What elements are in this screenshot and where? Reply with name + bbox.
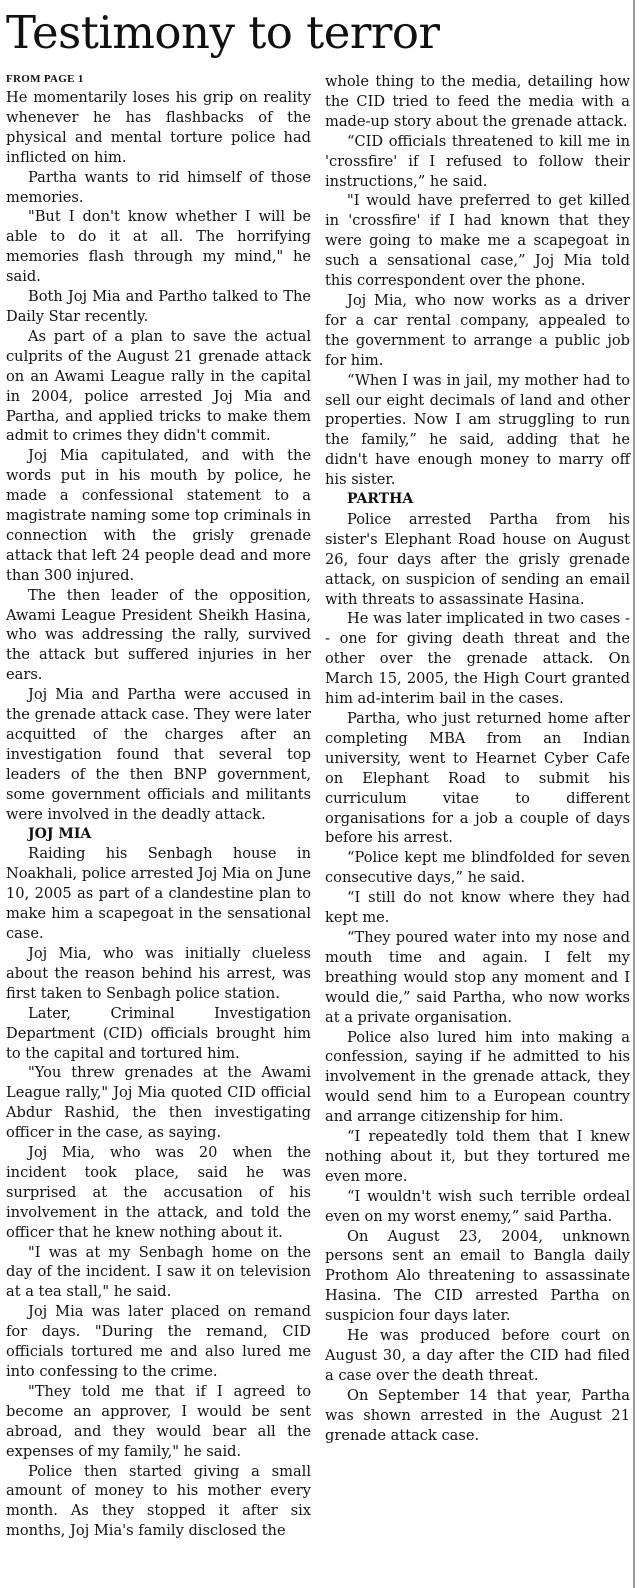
paragraph: whole thing to the media, detailing how the CID tried to feed the media with a made-up story about the grenade attack. [325,73,630,130]
paragraph: He was later implicated in two cases -- one for giving death threat and the other over the grenade attack. On March 15, 2005, the High Court granted him ad-interim bail in the cases. [325,610,630,708]
paragraph: Partha wants to rid himself of those memories. [6,168,311,206]
paragraph: "I would have preferred to get killed in 'crossfire' if I had known that they were going to make me a scapegoat in such a sensational case,” Joj Mia told this correspondent over the phone. [325,192,630,290]
paragraph: “I repeatedly told them that I knew nothing about it, but they tortured me even more. [325,1128,630,1185]
paragraph: "They told me that if I agreed to become an approver, I would be sent abroad, and they would bear all the expenses of my family," he said. [6,1382,311,1460]
paragraph: Joj Mia and Partha were accused in the grenade attack case. They were later acquitted of the charges after an investigation found that several top leaders of the then BNP government, some government officials and militants were involved in the deadly attack. [6,686,311,823]
paragraph: He momentarily loses his grip on reality whenever he has flashbacks of the physical and mental torture police had inflicted on him. [6,89,311,166]
paragraph: "But I don't know whether I will be able to do it at all. The horrifying memories flash through my mind," he said. [6,208,311,286]
paragraph: Both Joj Mia and Partho talked to The Daily Star recently. [6,288,311,325]
paragraph: “Police kept me blindfolded for seven consecutive days,” he said. [325,849,630,887]
article-body [6,72,631,1541]
paragraph: Joj Mia, who was initially clueless about the reason behind his arrest, was first taken to Senbagh police station. [6,944,311,1002]
left-column [6,72,311,1541]
paragraph: Joj Mia capitulated, and with the words put in his mouth by police, he made a confessional statement to a magistrate naming some top criminals in connection with the grisly grenade attack that left 24 people dead and more than 300 injured. [6,447,311,584]
paragraph: Raiding his Senbagh house in Noakhali, police arrested Joj Mia on June 10, 2005 as part of a clandestine plan to make him a scapegoat in the sensational case. [6,845,311,943]
paragraph: Police arrested Partha from his sister's Elephant Road house on August 26, four days after the grisly grenade attack, on suspicion of sending an email with threats to assassinate Hasina. [325,510,630,608]
paragraph: Later, Criminal Investigation Department (CID) officials brought him to the capital and tortured him. [6,1004,311,1062]
paragraph: On August 23, 2004, unknown persons sent an email to Bangla daily Prothom Alo threatening to assassinate Hasina. The CID arrested Partha on suspicion four days later. [325,1227,630,1325]
paragraph: The then leader of the opposition, Awami League President Sheikh Hasina, who was addressing the rally, survived the attack but suffered injuries in her ears. [6,586,311,684]
paragraph: "I was at my Senbagh home on the day of the incident. I saw it on television at a tea stall," he said. [6,1243,311,1301]
paragraph: Joj Mia, who was 20 when the incident took place, said he was surprised at the accusation of his involvement in the attack, and told the officer that he knew nothing about it. [6,1144,311,1241]
paragraph: Joj Mia, who now works as a driver for a car rental company, appealed to the government to arrange a public job for him. [325,291,630,369]
paragraph: He was produced before court on August 30, a day after the CID had filed a case over the death threat. [325,1327,630,1384]
paragraph: “They poured water into my nose and mouth time and again. I felt my breathing would stop any moment and I would die,” said Partha, who now works at a private organisation. [325,928,630,1026]
paragraph: “CID officials threatened to kill me in 'crossfire' if I refused to follow their instructions,” he said. [325,132,630,190]
headline: Testimony to terror [6,6,440,59]
continued-from-label: FROM PAGE 1 [6,73,84,85]
paragraph: As part of a plan to save the actual culprits of the August 21 grenade attack on an Awami League rally in the capital in 2004, police arrested Joj Mia and Partha, and applied tricks to make them admit to crimes they didn't commit. [6,327,311,445]
paragraph: On September 14 that year, Partha was shown arrested in the August 21 grenade attack case. [325,1386,630,1444]
paragraph: Joj Mia was later placed on remand for days. "During the remand, CID officials tortured me and also lured me into confessing to the crime. [6,1303,311,1380]
paragraph: Police then started giving a small amount of money to his mother every month. As they stopped it after six months, Joj Mia's family disclosed the [6,1462,311,1540]
paragraph: “I still do not know where they had kept me. [325,889,630,927]
right-column [325,72,630,1541]
paragraph: “When I was in jail, my mother had to sell our eight decimals of land and other properties. Now I am struggling to run the family,” he said, adding that he didn't have enough money to marry off his sister. [325,371,630,489]
section-subhead: JOJ MIA [28,825,92,842]
page-edge-rule [633,0,635,1588]
paragraph: Partha, who just returned home after completing MBA from an Indian university, went to Hearnet Cyber Cafe on Elephant Road to submit his curriculum vitae to different organisations for a job a couple of days before his arrest. [325,710,630,847]
paragraph: “I wouldn't wish such terrible ordeal even on my worst enemy,” said Partha. [325,1187,630,1225]
section-subhead: PARTHA [347,491,414,508]
paragraph: "You threw grenades at the Awami League rally," Joj Mia quoted CID official Abdur Rashid, the then investigating officer in the case, as saying. [6,1064,311,1142]
paragraph: Police also lured him into making a confession, saying if he admitted to his involvement in the grenade attack, they would send him to a European country and arrange citizenship for him. [325,1028,630,1126]
